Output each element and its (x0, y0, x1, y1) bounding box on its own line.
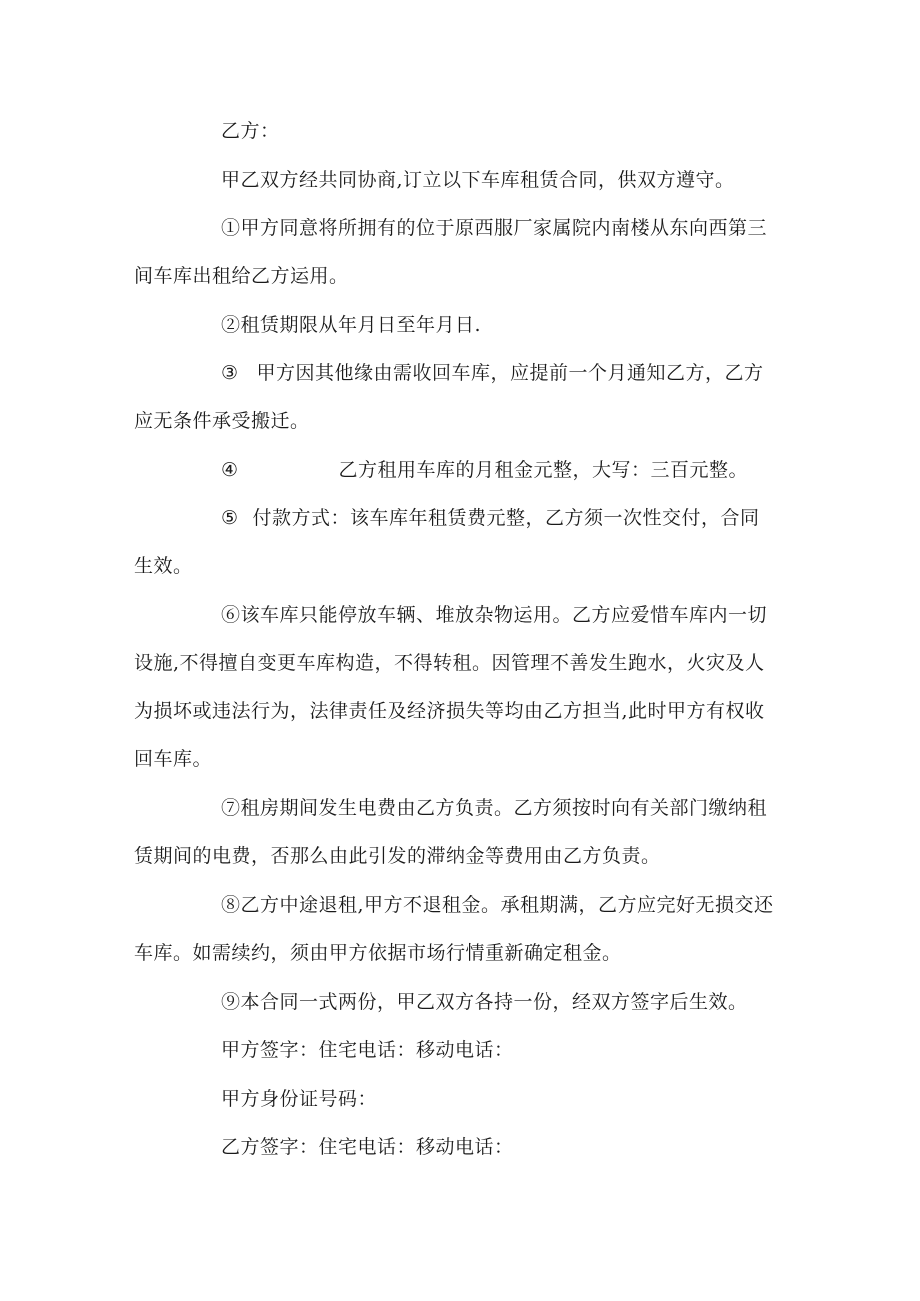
clause-6-line-1: ⑥该车库只能停放车辆、堆放杂物运用。乙方应爱惜车库内一切 (221, 604, 768, 626)
party-b-signature-line: 乙方签字：住宅电话：移动电话： (221, 1136, 514, 1158)
clause-8-line-1: ⑧乙方中途退租,甲方不退租金。承租期满，乙方应完好无损交还 (221, 894, 774, 916)
clause-6-line-4: 回车库。 (134, 748, 213, 770)
clause-6-line-3: 为损坏或违法行为，法律责任及经济损失等均由乙方担当,此时甲方有权收 (134, 700, 765, 722)
party-b-label: 乙方： (221, 120, 280, 142)
clause-6-line-2: 设施,不得擅自变更车库构造，不得转租。因管理不善发生跑水，火灾及人 (134, 652, 765, 674)
clause-3-line-1 (221, 361, 764, 385)
contract-intro: 甲乙双方经共同协商,订立以下车库租赁合同，供双方遵守。 (221, 169, 735, 191)
clause-3-marker: ③ (221, 362, 239, 384)
clause-7-line-1: ⑦租房期间发生电费由乙方负责。乙方须按时向有关部门缴纳租 (221, 797, 768, 819)
party-a-signature-line: 甲方签字：住宅电话：移动电话： (221, 1039, 514, 1061)
clause-4-text: 乙方租用车库的月租金元整，大写：三百元整。 (338, 459, 749, 481)
clause-8-line-2: 车库。如需续约，须由甲方依据市场行情重新确定租金。 (134, 942, 622, 964)
clause-2-line-1: ②租赁期限从年月日至年月日. (221, 314, 482, 336)
clause-1-line-1: ①甲方同意将所拥有的位于原西服厂家属院内南楼从东向西第三 (221, 217, 768, 239)
clause-5-marker: ⑤ (221, 507, 239, 529)
clause-9-line-1: ⑨本合同一式两份，甲乙双方各持一份，经双方签字后生效。 (221, 991, 748, 1013)
clause-5-line-1 (221, 506, 760, 530)
clause-4-marker: ④ (221, 459, 239, 481)
clause-5-line-2: 生效。 (134, 555, 193, 577)
clause-1-line-2: 间车库出租给乙方运用。 (134, 265, 349, 287)
clause-3-line-2: 应无条件承受搬迁。 (134, 410, 310, 432)
party-a-id-line: 甲方身份证号码： (221, 1088, 378, 1110)
clause-3-text: 甲方因其他缘由需收回车库，应提前一个月通知乙方，乙方 (256, 362, 764, 384)
clause-4-line-1 (221, 458, 748, 482)
clause-5-text: 付款方式：该车库年租赁费元整，乙方须一次性交付，合同 (252, 507, 760, 529)
clause-7-line-2: 赁期间的电费，否那么由此引发的滞纳金等费用由乙方负责。 (134, 845, 661, 867)
